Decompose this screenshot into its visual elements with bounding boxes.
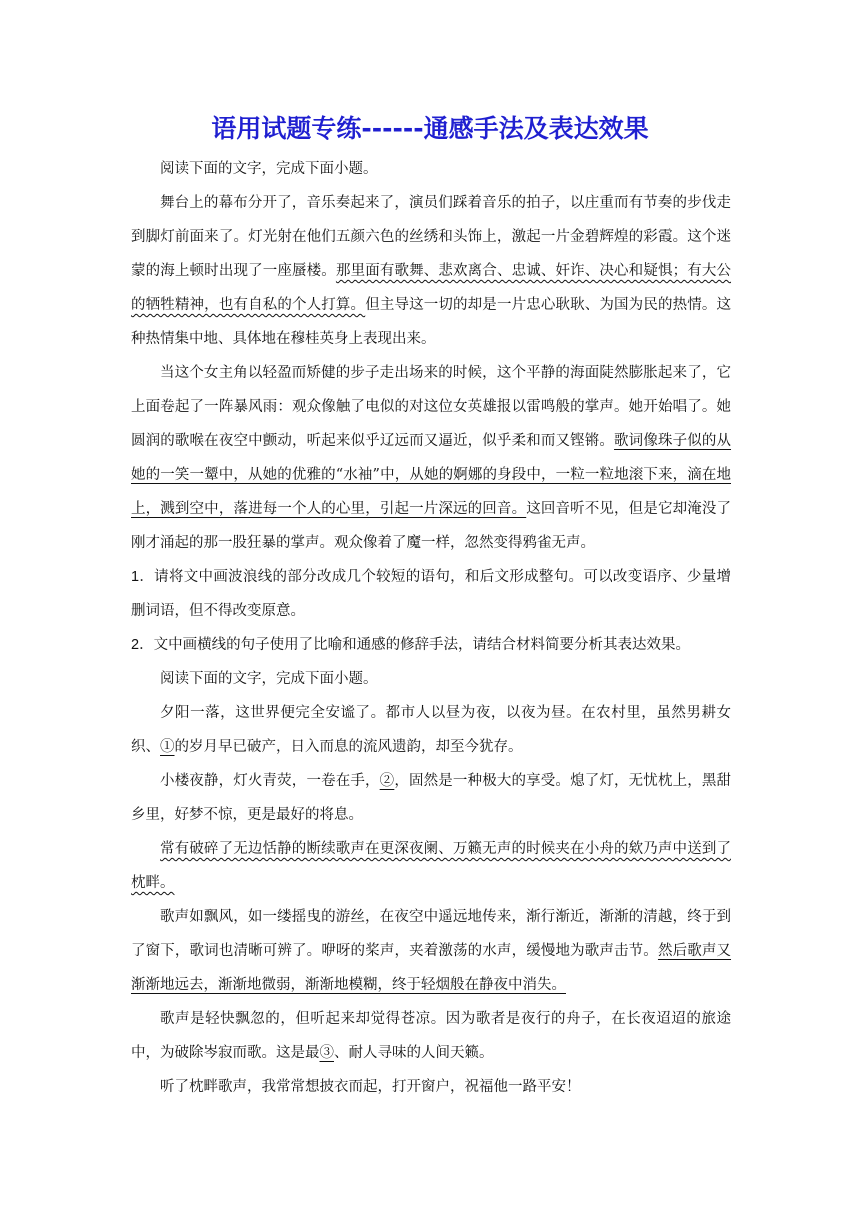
section2-p2-text-b: ，固然是一种极大的享受。熄了灯，无忧枕上，黑甜乡里，好梦不惊，更是最好的将息。 (131, 773, 732, 823)
section1-p2-underlined-text: 歌词像珠子似的从她的一笑一颦中，从她的优雅的“水袖”中，从她的婀娜的身段中，一粒一粒地滚下来，滴在地上，溅到空中，落进每一个人的心里，引起一片深远的回音。 (131, 433, 732, 517)
blank-2-marker: ② (379, 773, 395, 789)
section1-intro: 阅读下面的文字，完成下面小题。 (160, 161, 378, 177)
section2-paragraph-3 (131, 832, 731, 900)
section2-paragraph-4 (131, 900, 731, 1002)
question-1: 1．请将文中画波浪线的部分改成几个较短的语句，和后文形成整句。可以改变语序、少量增删词语，但不得改变原意。 (131, 569, 731, 619)
section1-p2-text: 当这个女主角以轻盈而矫健的步子走出场来的时候，这个平静的海面陡然膨胀起来了，它上面卷起了一阵暴风雨：观众像触了电似的对这位女英雄报以雷鸣般的掌声。她开始唱了。她圆润的歌喉在夜空中颤动，听起来似乎辽远而又逼近，似乎柔和而又铿锵。 (131, 365, 731, 449)
section2-paragraph-6: 听了枕畔歌声，我常常想披衣而起，打开窗户，祝福他一路平安！ (160, 1079, 581, 1095)
blank-1-marker: ① (160, 739, 175, 755)
section2-paragraph-5 (131, 1002, 731, 1070)
section2-paragraph-1 (131, 696, 731, 764)
section1-paragraph-2 (131, 356, 731, 560)
section2-p4-text: 歌声如飘风，如一缕摇曳的游丝，在夜空中遥远地传来，渐行渐近，渐渐的清越，终于到了窗下，歌词也清晰可辨了。咿呀的桨声，夹着激荡的水声，缓慢地为歌声击节。 (131, 909, 731, 959)
section1-p1-wavy-text: 那里面有歌舞、悲欢离合、忠诚、奸诈、决心和疑惧；有大公的牺牲精神，也有自私的个人打算。 (131, 263, 732, 313)
section2-p1-text-b: 的岁月早已破产，日入而息的流风遗韵，却至今犹存。 (174, 739, 523, 755)
page-title: 语用试题专练------通感手法及表达效果 (211, 114, 649, 143)
section2-p4-underlined-text: 然后歌声又渐渐地远去，渐渐地微弱，渐渐地模糊，终于轻烟般在静夜中消失。 (131, 943, 732, 993)
section2-p5-text-b: 、耐人寻味的人间天籁。 (334, 1045, 494, 1061)
section2-p1-text-a: 夕阳一落，这世界便完全安谧了。都市人以昼为夜，以夜为昼。在农村里，虽然男耕女织、 (131, 705, 731, 755)
section2-paragraph-2 (131, 764, 731, 832)
section1-paragraph-1 (131, 186, 731, 356)
section2-p2-text-a: 小楼夜静，灯火青荧，一卷在手， (160, 773, 380, 789)
section1-p1-end-text: 但主导这一切的却是一片忠心耿耿、为国为民的热情。这种热情集中地、具体地在穆桂英身上表现出来。 (131, 297, 732, 347)
question-2: 2．文中画横线的句子使用了比喻和通感的修辞手法，请结合材料简要分析其表达效果。 (131, 637, 691, 653)
section2-p3-wavy-text: 常有破碎了无边恬静的断续歌声在更深夜阑、万籁无声的时候夹在小舟的欸乃声中送到了枕畔。 (131, 841, 731, 891)
document-body (131, 152, 731, 1104)
section2-p5-text-a: 歌声是轻快飘忽的，但听起来却觉得苍凉。因为歌者是夜行的舟子，在长夜迢迢的旅途中，为破除岑寂而歌。这是最 (131, 1011, 731, 1061)
section2-intro: 阅读下面的文字，完成下面小题。 (160, 671, 378, 687)
section1-p1-text: 舞台上的幕布分开了，音乐奏起来了，演员们踩着音乐的拍子，以庄重而有节奏的步伐走到脚灯前面来了。灯光射在他们五颜六色的丝绣和头饰上，激起一片金碧辉煌的彩霞。这个迷蒙的海上顿时出现了一座蜃楼。 (131, 195, 731, 279)
blank-3-marker: ③ (319, 1045, 334, 1061)
section1-p2-end-text: 这回音听不见，但是它却淹没了刚才涌起的那一股狂暴的掌声。观众像着了魔一样，忽然变得鸦雀无声。 (131, 501, 732, 551)
